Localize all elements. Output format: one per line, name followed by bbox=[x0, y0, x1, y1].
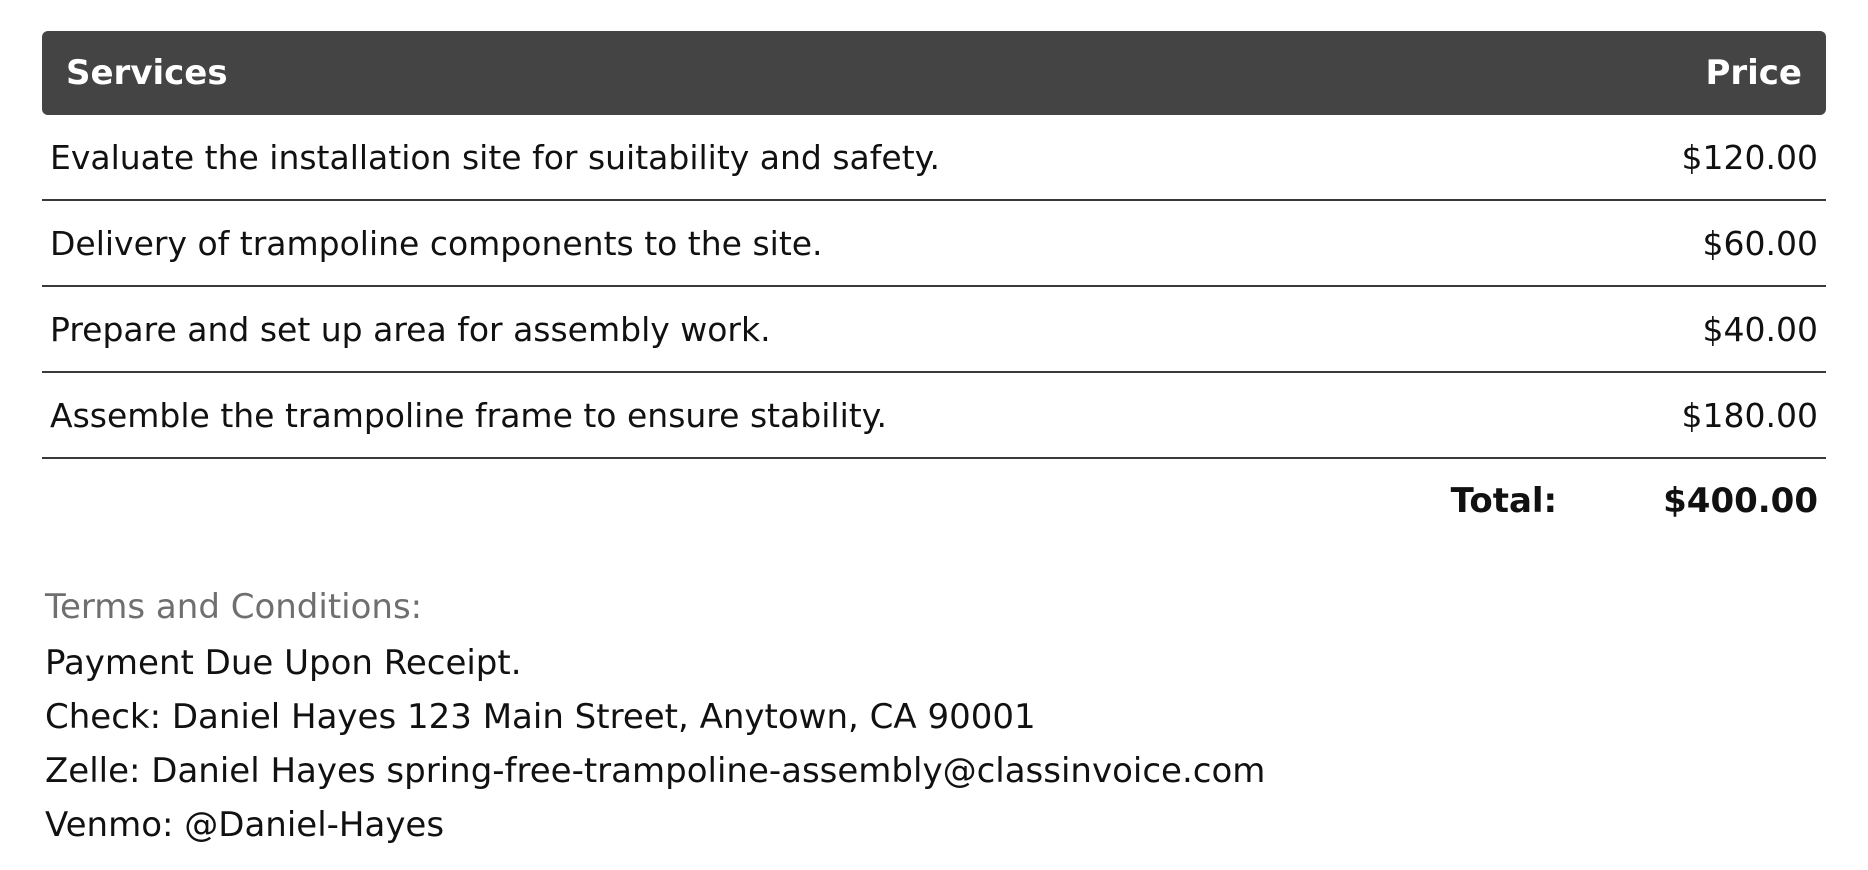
invoice-services-table bbox=[42, 31, 1826, 543]
table-row bbox=[42, 287, 1826, 373]
zelle-payment-text: Zelle: Daniel Hayes spring-free-trampoline-assembly@classinvoice.com bbox=[45, 751, 1266, 791]
service-price: $60.00 bbox=[1702, 223, 1818, 263]
price-column-header: Price bbox=[1705, 53, 1802, 93]
service-price: $40.00 bbox=[1702, 309, 1818, 349]
check-payment-text: Check: Daniel Hayes 123 Main Street, Anytown, CA 90001 bbox=[45, 697, 1036, 737]
terms-title: Terms and Conditions: bbox=[45, 587, 423, 627]
service-description: Prepare and set up area for assembly work. bbox=[50, 309, 771, 349]
service-description: Assemble the trampoline frame to ensure stability. bbox=[50, 395, 888, 435]
table-row bbox=[42, 115, 1826, 201]
table-row bbox=[42, 201, 1826, 287]
total-row bbox=[42, 459, 1826, 543]
table-row bbox=[42, 373, 1826, 459]
total-label: Total: bbox=[1450, 481, 1558, 521]
terms-and-conditions bbox=[45, 580, 1265, 852]
total-value: $400.00 bbox=[1663, 481, 1818, 521]
table-header bbox=[42, 31, 1826, 115]
service-price: $120.00 bbox=[1681, 137, 1818, 177]
payment-due-text: Payment Due Upon Receipt. bbox=[45, 643, 522, 683]
venmo-payment-text: Venmo: @Daniel-Hayes bbox=[45, 805, 445, 845]
services-column-header: Services bbox=[66, 53, 228, 93]
service-price: $180.00 bbox=[1681, 395, 1818, 435]
service-description: Evaluate the installation site for suitability and safety. bbox=[50, 137, 940, 177]
service-description: Delivery of trampoline components to the site. bbox=[50, 223, 823, 263]
